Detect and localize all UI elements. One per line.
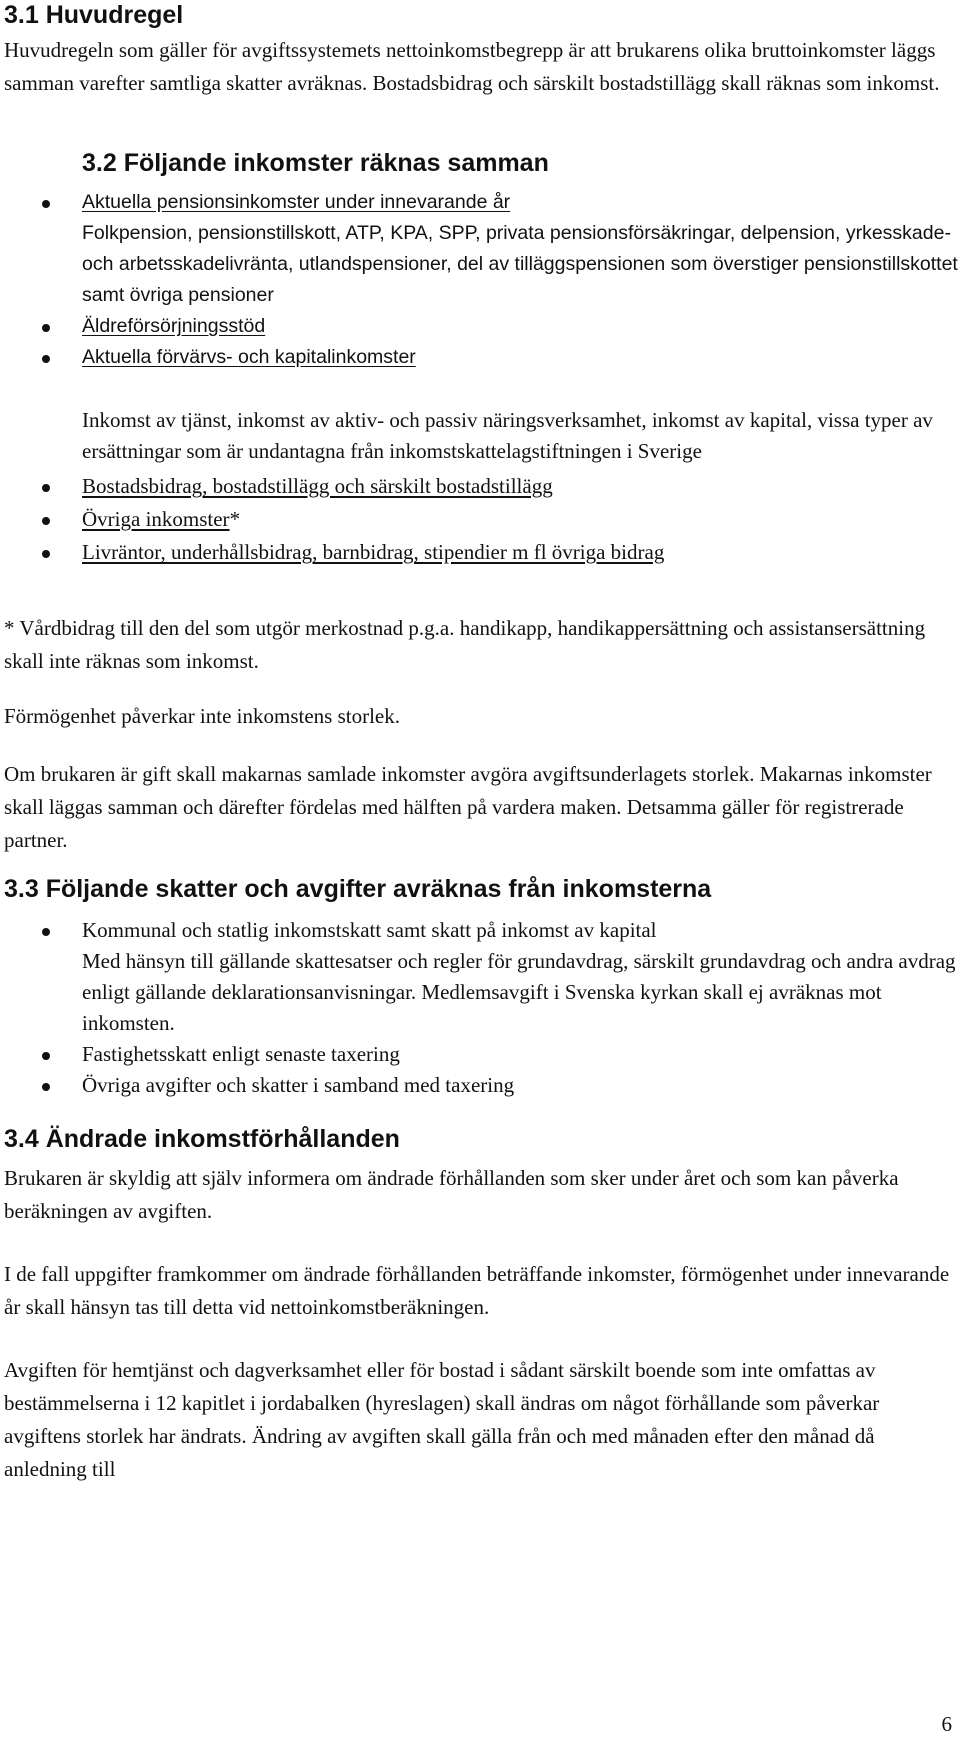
section-3-2	[82, 148, 952, 178]
list-item	[0, 537, 960, 568]
list-item	[0, 1070, 960, 1101]
footnote-marker: *	[229, 507, 241, 531]
bullet-icon	[42, 200, 50, 208]
item-title: Bostadsbidrag, bostadstillägg och särskilt bostadstillägg	[82, 474, 553, 498]
list-item	[0, 471, 960, 502]
paragraph-1: Brukaren är skyldig att själv informera om ändrade förhållanden som sker under året och som kan påverka beräkningen av avgiften.	[4, 1166, 899, 1223]
bullet-icon	[42, 1052, 50, 1060]
bullet-icon	[42, 550, 50, 558]
heading-3-4: 3.4 Ändrade inkomstförhållanden	[4, 1125, 400, 1153]
heading-3-3: 3.3 Följande skatter och avgifter avräknas från inkomsterna	[4, 875, 712, 903]
page-number: 6	[941, 1712, 952, 1736]
paragraph-huvudregel: Huvudregeln som gäller för avgiftssystemets nettoinkomstbegrepp är att brukarens olika bruttoinkomster läggs samman varefter samtliga skatter avräknas. Bostadsbidrag och särskilt bostadstillägg skall räknas som inkomst.	[4, 38, 940, 95]
footnote: * Vårdbidrag till den del som utgör merkostnad p.g.a. handikapp, handikappersättning och assistansersättning skall inte räknas som inkomst.	[4, 616, 926, 673]
list-item	[0, 342, 960, 373]
footnote-block	[4, 612, 954, 678]
wealth-note: Förmögenhet påverkar inte inkomstens storlek.	[4, 704, 400, 728]
heading-3-1: 3.1 Huvudregel	[4, 1, 184, 29]
list-item	[0, 504, 960, 535]
heading-3-2: 3.2 Följande inkomster räknas samman	[82, 149, 549, 177]
tax-list	[0, 915, 960, 1101]
item-title: Övriga avgifter och skatter i samband med taxering	[82, 1073, 515, 1097]
section-3-3	[4, 874, 954, 904]
section-3-1	[4, 0, 954, 100]
bullet-icon	[42, 355, 50, 363]
item-title: Övriga inkomster	[82, 507, 230, 531]
bullet-icon	[42, 517, 50, 525]
paragraph-2: I de fall uppgifter framkommer om ändrade förhållanden beträffande inkomster, förmögenhet under innevarande år skall hänsyn tas till detta vid nettoinkomstberäkningen.	[4, 1262, 950, 1319]
income-list-continued	[0, 405, 960, 568]
list-item	[0, 311, 960, 342]
list-item-detail	[0, 405, 960, 467]
item-title: Fastighetsskatt enligt senaste taxering	[82, 1042, 400, 1066]
list-item	[0, 187, 960, 311]
list-item	[0, 915, 960, 1039]
item-title: Kommunal och statlig inkomstskatt samt skatt på inkomst av kapital	[82, 918, 657, 942]
item-title: Aktuella pensionsinkomster under innevarande år	[82, 191, 511, 213]
bullet-icon	[42, 324, 50, 332]
section-3-4	[4, 1124, 954, 1486]
item-detail: Folkpension, pensionstillskott, ATP, KPA, SPP, privata pensionsförsäkringar, delpension, yrkesskade- och arbetsskadelivränta, utlandspensioner, del av tilläggspensionen som överstiger pensionstillskottet samt övriga pensioner	[82, 222, 958, 306]
bullet-icon	[42, 1083, 50, 1091]
item-title: Aktuella förvärvs- och kapitalinkomster	[82, 346, 416, 368]
item-detail: Inkomst av tjänst, inkomst av aktiv- och passiv näringsverksamhet, inkomst av kapital, vissa typer av ersättningar som är undantagna från inkomstskattelagstiftningen i Sverige	[82, 408, 933, 463]
wealth-block	[4, 700, 954, 733]
list-item	[0, 1039, 960, 1070]
bullet-icon	[42, 484, 50, 492]
paragraph-3: Avgiften för hemtjänst och dagverksamhet eller för bostad i sådant särskilt boende som inte omfattas av bestämmelserna i 12 kapitlet i jordabalken (hyreslagen) skall ändras om något förhållande som påverkar avgiftens storlek har ändrats. Ändring av avgiften skall gälla från och med månaden efter den månad då anledning till	[4, 1358, 880, 1481]
item-title: Äldreförsörjningsstöd	[82, 315, 266, 337]
bullet-icon	[42, 928, 50, 936]
income-list	[0, 187, 960, 373]
item-title: Livräntor, underhållsbidrag, barnbidrag, stipendier m fl övriga bidrag	[82, 540, 665, 564]
married-note: Om brukaren är gift skall makarnas samlade inkomster avgöra avgiftsunderlagets storlek. Makarnas inkomster skall läggas samman och därefter fördelas med hälften på vardera maken. Detsamma gäller för registrerade partner.	[4, 762, 932, 852]
item-detail: Med hänsyn till gällande skattesatser och regler för grundavdrag, särskilt grundavdrag och andra avdrag enligt gällande deklarationsanvisningar. Medlemsavgift i Svenska kyrkan skall ej avräknas mot inkomsten.	[82, 949, 956, 1035]
married-block	[4, 758, 954, 857]
